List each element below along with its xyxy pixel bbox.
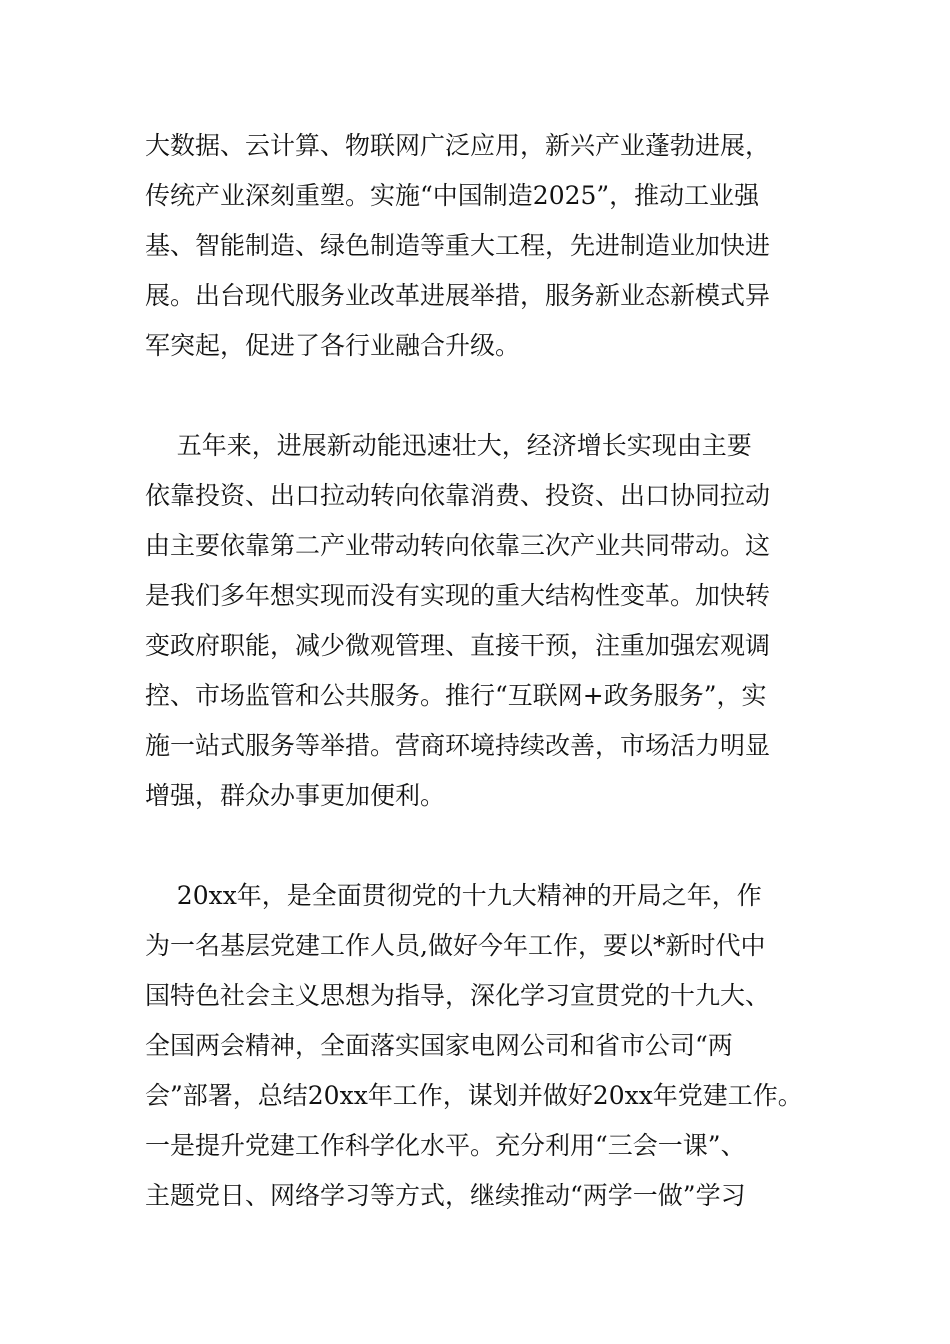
text-line: 基、智能制造、绿色制造等重大工程，先进制造业加快进 (145, 231, 771, 260)
text-line: 五年来，进展新动能迅速壮大，经济增长实现由主要 (145, 431, 752, 460)
text-line: 由主要依靠第二产业带动转向依靠三次产业共同带动。这 (145, 531, 771, 560)
text-line: 主题党日、网络学习等方式，继续推动“两学一做”学习 (145, 1181, 746, 1210)
text-line: 国特色社会主义思想为指导，深化学习宣贯党的十九大、 (145, 981, 771, 1010)
text-line: 大数据、云计算、物联网广泛应用，新兴产业蓬勃进展， (145, 131, 771, 160)
text-line: 20xx年，是全面贯彻党的十九大精神的开局之年，作 (145, 881, 762, 910)
text-line: 展。出台现代服务业改革进展举措，服务新业态新模式异 (145, 281, 771, 310)
text-line: 变政府职能，减少微观管理、直接干预，注重加强宏观调 (145, 631, 771, 660)
text-line: 全国两会精神，全面落实国家电网公司和省市公司“两 (145, 1031, 733, 1060)
text-line: 增强，群众办事更加便利。 (145, 781, 446, 810)
text-line: 会”部署，总结20xx年工作，谋划并做好20xx年党建工作。 (145, 1081, 803, 1110)
text-line: 施一站式服务等举措。营商环境持续改善，市场活力明显 (145, 731, 771, 760)
text-line: 是我们多年想实现而没有实现的重大结构性变革。加快转 (145, 581, 771, 610)
paragraph-five-years (145, 421, 825, 821)
text-line: 传统产业深刻重塑。实施“中国制造2025”，推动工业强 (145, 181, 760, 210)
text-line: 为一名基层党建工作人员,做好今年工作，要以*新时代中 (145, 931, 766, 960)
paragraph-industry (145, 121, 825, 371)
text-line: 依靠投资、出口拉动转向依靠消费、投资、出口协同拉动 (145, 481, 771, 510)
text-line: 控、市场监管和公共服务。推行“互联网+政务服务”，实 (145, 681, 767, 710)
text-line: 一是提升党建工作科学化水平。充分利用“三会一课”、 (145, 1131, 746, 1160)
paragraph-party-building (145, 871, 825, 1221)
text-line: 军突起，促进了各行业融合升级。 (145, 331, 521, 360)
